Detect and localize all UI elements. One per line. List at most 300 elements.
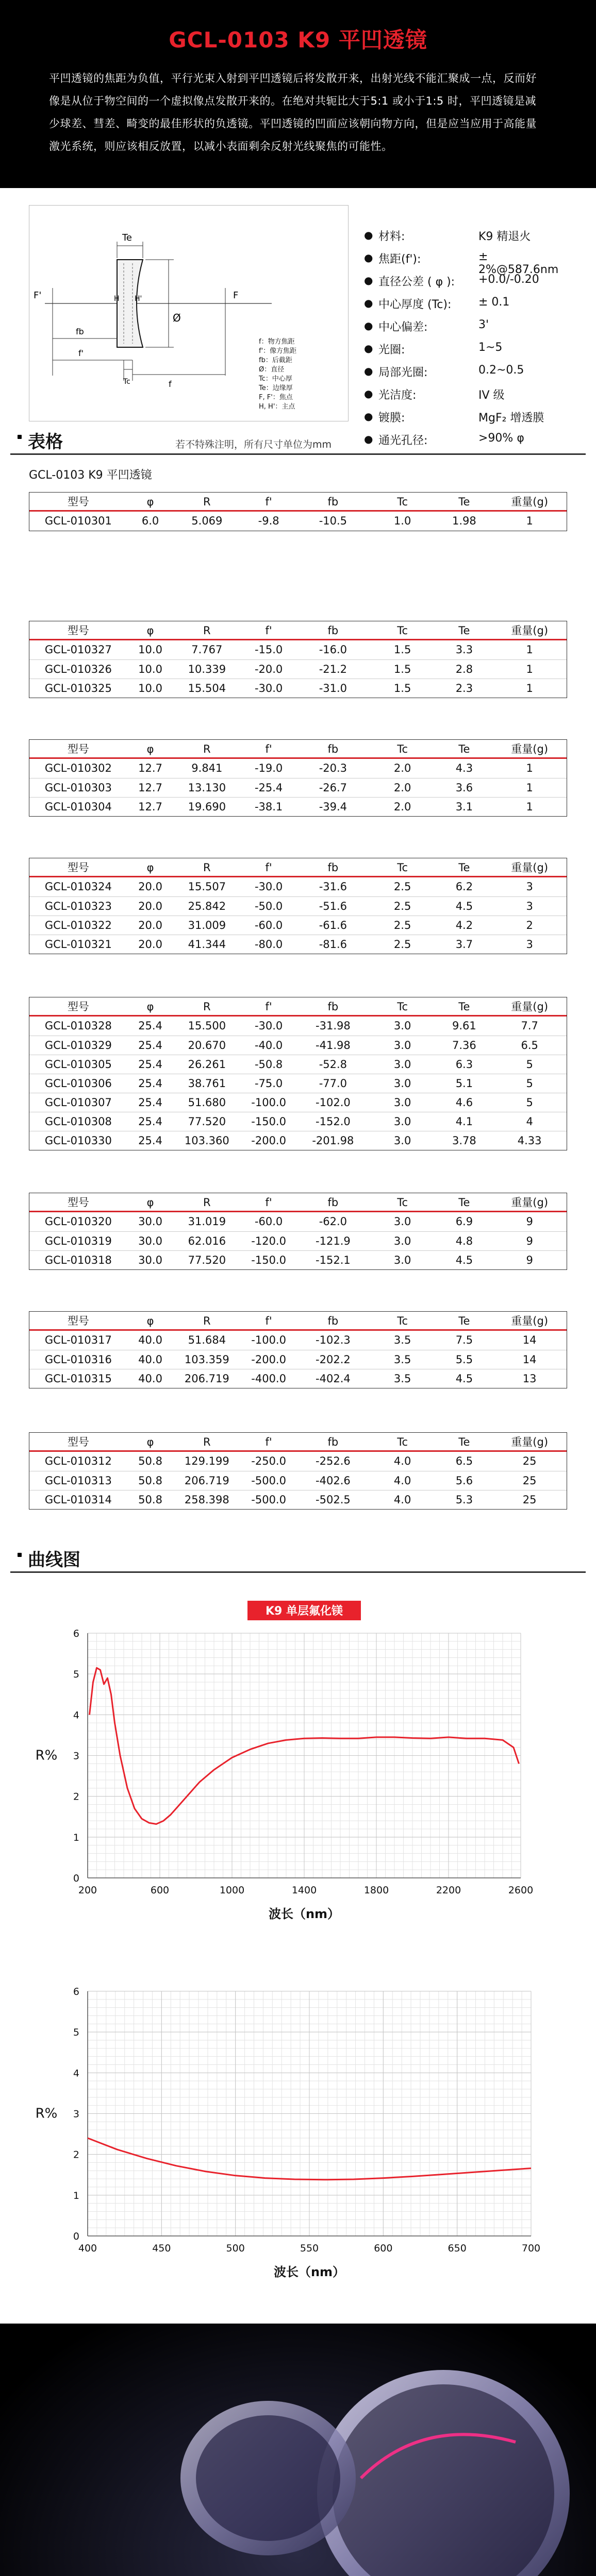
table-cell: -51.6 (319, 900, 347, 912)
table-cell: 31.019 (188, 1215, 226, 1228)
table-cell: 7.767 (191, 643, 223, 656)
table-cell: 20.0 (138, 880, 162, 893)
bullet-icon: ● (364, 274, 373, 286)
table-header-cell: 重量(g) (511, 1001, 549, 1013)
table-cell: -31.98 (316, 1020, 351, 1032)
table-cell: 40.0 (138, 1353, 162, 1366)
table-cell: 7.7 (521, 1020, 538, 1032)
table-cell: GCL-010317 (44, 1334, 112, 1346)
table-caption: GCL-0103 K9 平凹透镜 (29, 469, 152, 482)
table-cell: GCL-010307 (44, 1096, 112, 1109)
table-cell: -200.0 (251, 1353, 286, 1366)
table-cell: 10.0 (138, 682, 162, 694)
table-header-cell: 型号 (67, 861, 89, 874)
table-cell: 13 (522, 1372, 537, 1385)
spec-table (29, 739, 567, 817)
table-header-cell: Tc (397, 1001, 408, 1013)
table-cell: 5.069 (191, 515, 223, 527)
table-cell: -100.0 (251, 1096, 286, 1109)
spec-row (364, 271, 570, 294)
x-tick-label: 1400 (291, 1885, 317, 1896)
spec-row (364, 294, 570, 316)
table-header-cell: R (203, 1315, 211, 1327)
table-cell: -402.6 (316, 1475, 351, 1487)
table-cell: 5.5 (455, 1353, 473, 1366)
table-cell: 4.1 (455, 1115, 473, 1128)
table-cell: 1 (526, 643, 533, 656)
table-cell: 12.7 (138, 782, 162, 794)
spec-row (364, 316, 570, 339)
f-label: f (169, 379, 172, 389)
table-cell: 3.0 (393, 1115, 411, 1128)
table-cell: -102.3 (316, 1334, 351, 1346)
table-header-cell: R (203, 496, 211, 508)
table-cell: -150.0 (251, 1115, 286, 1128)
table-header-cell: φ (146, 1001, 154, 1013)
table-cell: -150.0 (251, 1254, 286, 1266)
table-cell: 30.0 (138, 1235, 162, 1247)
table-cell: 258.398 (184, 1494, 229, 1506)
table-cell: 4.5 (455, 1254, 473, 1266)
spec-label: 局部光圈: (378, 366, 428, 379)
table-cell: 25 (522, 1475, 537, 1487)
section-divider (10, 453, 586, 455)
spec-label: 光圈: (378, 344, 405, 357)
table-cell: 25.4 (138, 1020, 162, 1032)
table-cell: 20.0 (138, 938, 162, 951)
table-cell: 6.9 (455, 1215, 473, 1228)
table-header-cell: 重量(g) (511, 1436, 549, 1448)
table-cell: GCL-010322 (44, 919, 112, 931)
svg-text:H, H'：主点: H, H'：主点 (259, 403, 295, 411)
table-cell: 5.1 (455, 1077, 473, 1090)
svg-text:f：物方焦距: f：物方焦距 (259, 338, 295, 346)
bullet-icon: ● (364, 229, 373, 241)
table-cell: 25 (522, 1494, 537, 1506)
bullet-icon: ● (364, 387, 373, 400)
table-header-row (29, 997, 567, 1016)
table-header-cell: R (203, 1196, 211, 1209)
spec-row (364, 226, 570, 248)
table-cell: 2.0 (393, 801, 411, 813)
chart-1-wrap (0, 1589, 596, 1950)
table-cell: 4.2 (455, 919, 473, 931)
table-cell: 2.5 (393, 900, 411, 912)
table-row (29, 877, 567, 896)
table-header-row (29, 1193, 567, 1212)
table-cell: -30.0 (254, 1020, 283, 1032)
table-row (29, 659, 567, 679)
table-cell: 4.5 (455, 1372, 473, 1385)
table-cell: 3.78 (452, 1134, 476, 1147)
spec-label: 镀膜: (378, 412, 405, 425)
table-cell: 20.670 (188, 1039, 226, 1052)
table-header-cell: Tc (397, 624, 408, 637)
table-cell: -26.7 (319, 782, 347, 794)
table-cell: -400.0 (251, 1372, 286, 1385)
table-row (29, 1212, 567, 1231)
table-header-cell: φ (146, 1196, 154, 1209)
table-cell: GCL-010324 (44, 880, 112, 893)
chart-grid (88, 1991, 531, 2236)
y-tick-label: 5 (73, 2027, 79, 2039)
spec-label: 中心偏差: (378, 321, 428, 334)
table-header-cell: Te (458, 1001, 470, 1013)
fb-label: fb (76, 327, 84, 336)
svg-text:Tc：中心厚: Tc：中心厚 (259, 375, 292, 383)
table-header-cell: fb (327, 1196, 339, 1209)
table-cell: 5 (526, 1077, 533, 1090)
table-cell: -19.0 (254, 762, 283, 774)
table-cell: -52.8 (319, 1058, 347, 1071)
table-cell: -31.0 (319, 682, 347, 694)
product-photo-svg (0, 2324, 596, 2576)
x-tick-label: 600 (374, 2243, 393, 2254)
y-tick-label: 4 (73, 1709, 79, 1721)
table-cell: -25.4 (254, 782, 283, 794)
table-header-cell: Te (458, 1436, 470, 1448)
table-header-cell: f' (265, 1001, 272, 1013)
table-cell: 6.5 (455, 1455, 473, 1467)
table-cell: -402.4 (316, 1372, 351, 1385)
table-cell: 30.0 (138, 1254, 162, 1266)
table-cell: 7.5 (455, 1334, 473, 1346)
table-cell: GCL-010319 (44, 1235, 112, 1247)
table-cell: 103.360 (184, 1134, 229, 1147)
spec-value: IV 级 (478, 389, 505, 402)
table-cell: 1 (526, 663, 533, 675)
x-tick-label: 550 (300, 2243, 319, 2254)
table-header-cell: φ (146, 496, 154, 508)
table-cell: 10.0 (138, 663, 162, 675)
y-tick-label: 6 (73, 1628, 79, 1639)
table-row (29, 935, 567, 954)
spec-label: 直径公差 ( φ ): (378, 276, 455, 289)
spec-value: 3' (478, 318, 489, 331)
table-cell: 20.0 (138, 919, 162, 931)
table-cell: 25.4 (138, 1039, 162, 1052)
spec-list (364, 226, 570, 452)
table-cell: -15.0 (254, 643, 283, 656)
table-cell: 25.4 (138, 1077, 162, 1090)
y-tick-label: 2 (73, 1791, 79, 1803)
page-title: GCL-0103 K9 平凹透镜 (169, 27, 427, 53)
table-cell: GCL-010326 (44, 663, 112, 675)
table-header-cell: 型号 (67, 1001, 89, 1013)
spec-label: 光洁度: (378, 389, 417, 402)
table-cell: -41.98 (316, 1039, 351, 1052)
table-cell: 50.8 (138, 1494, 162, 1506)
chart-1 (0, 1589, 596, 1950)
table-header-cell: f' (265, 861, 272, 874)
table-header-cell: Tc (397, 1196, 408, 1209)
table-cell: 40.0 (138, 1334, 162, 1346)
table-cell: 206.719 (184, 1475, 229, 1487)
table-cell: -200.0 (251, 1134, 286, 1147)
table-cell: 9.61 (452, 1020, 476, 1032)
svg-text:Te：边缘厚: Te：边缘厚 (259, 384, 293, 392)
table-cell: 3.0 (393, 1020, 411, 1032)
table-row (29, 1350, 567, 1369)
table-cell: -500.0 (251, 1494, 286, 1506)
table-cell: GCL-010305 (44, 1058, 112, 1071)
table-cell: 51.680 (188, 1096, 226, 1109)
table-row (29, 1016, 567, 1036)
spec-value: >90% φ (478, 432, 524, 445)
table-cell: GCL-010329 (44, 1039, 112, 1052)
bullet-icon: ● (364, 365, 373, 377)
table-cell: -50.8 (254, 1058, 283, 1071)
table-cell: 3.5 (393, 1334, 411, 1346)
table-cell: 62.016 (188, 1235, 226, 1247)
table-cell: 2.0 (393, 762, 411, 774)
table-cell: -39.4 (319, 801, 347, 813)
table-cell: 4.0 (393, 1455, 411, 1467)
table-header-cell: f' (265, 1315, 272, 1327)
table-cell: -60.0 (254, 919, 283, 931)
table-cell: 20.0 (138, 900, 162, 912)
x-tick-label: 400 (78, 2243, 97, 2254)
table-cell: 4.33 (517, 1134, 542, 1147)
table-cell: -500.0 (251, 1475, 286, 1487)
table-cell: 19.690 (188, 801, 226, 813)
table-row (29, 512, 567, 531)
y-tick-label: 4 (73, 2067, 79, 2079)
table-cell: -62.0 (319, 1215, 347, 1228)
table-cell: 7.36 (452, 1039, 476, 1052)
y-tick-label: 5 (73, 1669, 79, 1681)
table-header-cell: 型号 (67, 1315, 89, 1327)
table-cell: -77.0 (319, 1077, 347, 1090)
table-header-cell: φ (146, 624, 154, 637)
spec-value: MgF₂ 增透膜 (478, 412, 544, 425)
table-cell: 2.8 (455, 663, 473, 675)
table-cell: 10.339 (188, 663, 226, 675)
diagram-legend (258, 337, 296, 411)
table-cell: 3.0 (393, 1235, 411, 1247)
table-cell: -20.0 (254, 663, 283, 675)
table-row (29, 1093, 567, 1112)
x-tick-label: 2200 (436, 1885, 461, 1896)
table-cell: 4.5 (455, 900, 473, 912)
table-cell: -9.8 (258, 515, 279, 527)
spec-table (29, 1193, 567, 1270)
table-header-row (29, 858, 567, 877)
table-header-cell: Te (458, 861, 470, 874)
table-header-row (29, 621, 567, 640)
table-cell: 15.504 (188, 682, 226, 694)
table-cell: 4.0 (393, 1475, 411, 1487)
table-cell: -20.3 (319, 762, 347, 774)
table-cell: 5.6 (455, 1475, 473, 1487)
table-cell: 25.4 (138, 1134, 162, 1147)
y-tick-label: 0 (73, 2231, 79, 2242)
table-cell: GCL-010303 (44, 782, 112, 794)
table-cell: 9 (526, 1254, 533, 1266)
svg-text:Ø：直径: Ø：直径 (259, 366, 285, 374)
table-cell: 12.7 (138, 801, 162, 813)
table-cell: GCL-010306 (44, 1077, 112, 1090)
table-row (29, 1112, 567, 1131)
table-row (29, 679, 567, 698)
x-tick-label: 650 (448, 2243, 467, 2254)
table-cell: 2.5 (393, 880, 411, 893)
table-cell: 6.0 (141, 515, 159, 527)
table-header-cell: 重量(g) (511, 1196, 549, 1209)
h-label: H (114, 295, 120, 303)
table-cell: -31.6 (319, 880, 347, 893)
table-cell: 25.4 (138, 1115, 162, 1128)
table-cell: 3.5 (393, 1353, 411, 1366)
table-row (29, 1490, 567, 1509)
table-cell: 1 (526, 515, 533, 527)
table-cell: 25.842 (188, 900, 226, 912)
table-row (29, 1036, 567, 1055)
table-cell: GCL-010308 (44, 1115, 112, 1128)
table-cell: 3.1 (455, 801, 473, 813)
y-tick-label: 0 (73, 1873, 79, 1884)
table-cell: -100.0 (251, 1334, 286, 1346)
table-header-cell: 重量(g) (511, 1315, 549, 1327)
product-description: 平凹透镜的焦距为负值，平行光束入射到平凹透镜后将发散开来，出射光线不能汇聚成一点，反而好像是从位于物空间的一个虚拟像点发散开来的。在绝对共轭比大于5:1 或小于1:5 时，平凹透镜是减少球差、彗差、畸变的最佳形状的负透镜。平凹透镜的凹面应该朝向物方向，但是应当应用于高能量激光系统，则应该相反放置，以减小表面剩余反射光线聚焦的可能性。 (49, 72, 537, 152)
table-header-cell: 型号 (67, 743, 89, 755)
table-cell: GCL-010327 (44, 643, 112, 656)
table-cell: 1 (526, 782, 533, 794)
y-tick-label: 3 (73, 1750, 79, 1762)
bullet-icon: ● (364, 433, 373, 445)
table-cell: 2 (526, 919, 533, 931)
table-cell: 9 (526, 1235, 533, 1247)
table-header-cell: R (203, 1001, 211, 1013)
x-tick-label: 600 (150, 1885, 170, 1896)
f-prime-focus-label: F' (34, 290, 42, 301)
table-cell: GCL-010302 (44, 762, 112, 774)
table-cell: 25.4 (138, 1096, 162, 1109)
table-cell: -38.1 (254, 801, 283, 813)
table-row (29, 1369, 567, 1388)
y-tick-label: 1 (73, 2190, 79, 2201)
table-cell: 206.719 (184, 1372, 229, 1385)
table-header-cell: 重量(g) (511, 624, 549, 637)
table-cell: GCL-010321 (44, 938, 112, 951)
spec-label: 材料: (378, 230, 405, 243)
table-cell: 12.7 (138, 762, 162, 774)
x-tick-label: 500 (226, 2243, 245, 2254)
table-cell: 50.8 (138, 1455, 162, 1467)
table-cell: GCL-010330 (44, 1134, 112, 1147)
table-cell: 4 (526, 1115, 533, 1128)
table-cell: 31.009 (188, 919, 226, 931)
y-tick-label: 6 (73, 1986, 79, 1997)
table-header-cell: fb (327, 624, 339, 637)
table-row (29, 1231, 567, 1250)
table-cell: GCL-010328 (44, 1020, 112, 1032)
table-row (29, 1471, 567, 1490)
product-photo (0, 2324, 596, 2576)
table-cell: 1 (526, 682, 533, 694)
header-banner (0, 0, 596, 188)
x-tick-label: 1800 (363, 1885, 389, 1896)
table-cell: 6.5 (521, 1039, 538, 1052)
table-cell: -201.98 (312, 1134, 354, 1147)
x-tick-label: 1000 (219, 1885, 245, 1896)
spec-value: 0.2~0.5 (478, 364, 524, 377)
spec-table (29, 1311, 567, 1388)
table-cell: 4.8 (455, 1235, 473, 1247)
table-cell: -21.2 (319, 663, 347, 675)
table-cell: -16.0 (319, 643, 347, 656)
table-cell: 2.3 (455, 682, 473, 694)
table-cell: 3 (526, 900, 533, 912)
table-row (29, 797, 567, 816)
table-cell: -60.0 (254, 1215, 283, 1228)
table-cell: 77.520 (188, 1115, 226, 1128)
table-cell: 38.761 (188, 1077, 226, 1090)
spec-table (29, 1432, 567, 1510)
table-cell: 3.6 (455, 782, 473, 794)
table-cell: 40.0 (138, 1372, 162, 1385)
x-tick-label: 450 (152, 2243, 171, 2254)
table-header-cell: 重量(g) (511, 743, 549, 755)
table-row (29, 1452, 567, 1471)
table-cell: 3.0 (393, 1134, 411, 1147)
table-cell: 1.5 (393, 682, 411, 694)
table-header-cell: Te (458, 496, 470, 508)
table-cell: 129.199 (184, 1455, 229, 1467)
table-header-cell: R (203, 1436, 211, 1448)
table-cell: 6.3 (455, 1058, 473, 1071)
table-cell: 3.7 (455, 938, 473, 951)
y-axis-label: R% (35, 2106, 58, 2122)
table-row (29, 916, 567, 935)
spec-table (29, 997, 567, 1150)
table-cell: 4.6 (455, 1096, 473, 1109)
table-cell: 3.5 (393, 1372, 411, 1385)
bullet-icon: ● (364, 251, 373, 264)
table-cell: 25.4 (138, 1058, 162, 1071)
table-header-cell: 型号 (67, 1196, 89, 1209)
spec-table (29, 858, 567, 954)
y-tick-label: 2 (73, 2149, 79, 2161)
table-cell: 3.0 (393, 1215, 411, 1228)
table-cell: 15.507 (188, 880, 226, 893)
table-cell: 10.0 (138, 643, 162, 656)
spec-row (364, 384, 570, 407)
table-cell: 26.261 (188, 1058, 226, 1071)
bullet-icon: ● (364, 297, 373, 309)
table-header-cell: 型号 (67, 1436, 89, 1448)
table-header-cell: Te (458, 624, 470, 637)
table-cell: -250.0 (251, 1455, 286, 1467)
table-cell: GCL-010323 (44, 900, 112, 912)
table-header-cell: Te (458, 743, 470, 755)
table-header-cell: Tc (397, 1436, 408, 1448)
table-cell: -75.0 (254, 1077, 283, 1090)
y-tick-label: 1 (73, 1832, 79, 1843)
table-cell: GCL-010312 (44, 1455, 112, 1467)
table-header-cell: 重量(g) (511, 496, 549, 508)
table-cell: 25 (522, 1455, 537, 1467)
table-header-cell: f' (265, 743, 272, 755)
table-header-cell: R (203, 624, 211, 637)
table-cell: 1.98 (452, 515, 476, 527)
table-cell: 1.5 (393, 643, 411, 656)
table-cell: GCL-010318 (44, 1254, 112, 1266)
spec-table (29, 492, 567, 531)
chart-2 (0, 1958, 596, 2313)
tables-section-header (10, 428, 586, 452)
table-header-cell: 重量(g) (511, 861, 549, 874)
